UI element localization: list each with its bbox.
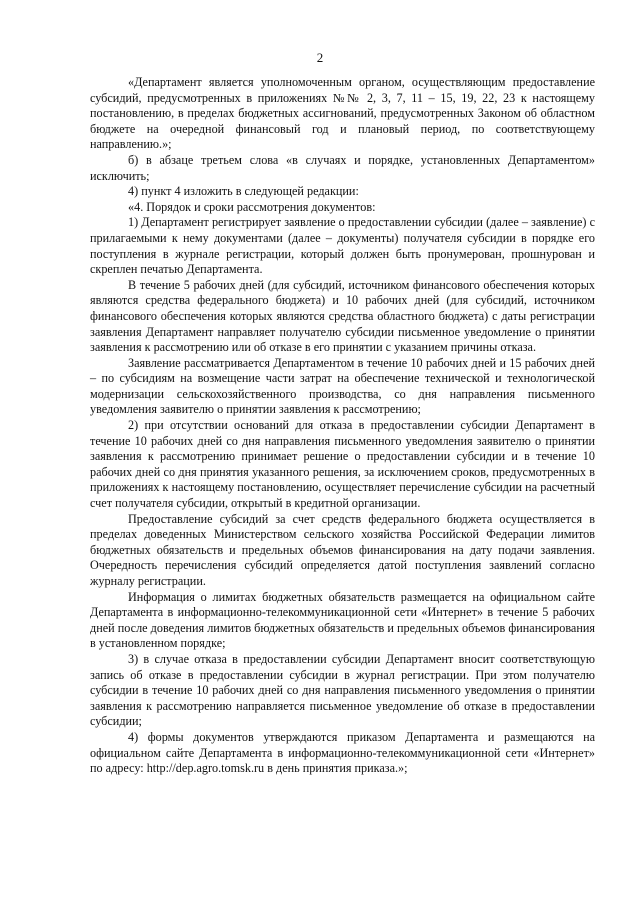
paragraph-section-4-heading: «4. Порядок и сроки рассмотрения документов: <box>128 199 376 214</box>
paragraph-item-2-decision: 2) при отсутствии оснований для отказа в предоставлении субсидии Департамент в течение 10 рабочих дней со дня направления письменного уведомления заявителю о принятии заявления к рассмотрению принимает решение о предоставлении субсидии и в течение 10 рабочих дней со дня принятия указанного решения, за исключением сроков, предусмотренных в приложениях к настоящему постановлению, осуществляет перечисление субсидии на расчетный счет получателя субсидии, открытый в кредитной организации. <box>90 418 595 511</box>
document-body <box>90 75 595 777</box>
paragraph-federal-budget: Предоставление субсидий за счет средств федерального бюджета осуществляется в пределах доведенных Министерством сельского хозяйства Российской Федерации лимитов бюджетных обязательств и предельных объемов финансирования на дату подачи заявления. Очередность перечисления субсидий определяется датой поступления заявлений согласно журналу регистрации. <box>90 511 595 588</box>
paragraph-item-4-forms: 4) формы документов утверждаются приказом Департамента и размещаются на официальном сайте Департамента в информационно-телекоммуникационной сети «Интернет» по адресу: http://dep.agro.tomsk.ru в день принятия приказа.»; <box>90 729 595 776</box>
paragraph-limits-info: Информация о лимитах бюджетных обязательств размещается на официальном сайте Департамента в информационно-телекоммуникационной сети «Интернет» в течение 5 рабочих дней после доведения лимитов бюджетных обязательств и предельных объемов финансирования в установленном порядке; <box>90 589 595 651</box>
paragraph-review-terms: Заявление рассматривается Департаментом в течение 10 рабочих дней и 15 рабочих дней – по субсидиям на возмещение части затрат на обеспечение технической и технологической модернизации сельскохозяйственного производства, со дня направления письменного уведомления заявителю о принятии заявления к рассмотрению; <box>90 355 595 417</box>
paragraph-notification-terms: В течение 5 рабочих дней (для субсидий, источником финансового обеспечения которых являются средства федерального бюджета) и 10 рабочих дней (для субсидий, источником финансового обеспечения которых являются средства областного бюджета) с даты регистрации заявления Департамент направляет получателю субсидии письменное уведомление о принятии заявления к рассмотрению или об отказе в его принятии с указанием причины отказа. <box>90 277 595 355</box>
paragraph-item-3-refusal: 3) в случае отказа в предоставлении субсидии Департамент вносит соответствующую запись об отказе в предоставлении субсидии в журнал регистрации. При этом получателю субсидии в течение 10 рабочих дней со дня направления письменного уведомления о принятии заявления к рассмотрению направляется письменное уведомление об отказе в предоставлении субсидии; <box>90 651 595 729</box>
page-number: 2 <box>316 50 324 65</box>
paragraph-item-1-registration: 1) Департамент регистрирует заявление о предоставлении субсидии (далее – заявление) с прилагаемыми к нему документами (далее – документы) получателя субсидии в порядке его поступления в журнале регистрации, который должен быть пронумерован, прошнурован и скреплен печатью Департамента. <box>90 215 595 277</box>
paragraph-point-4-intro: 4) пункт 4 изложить в следующей редакции: <box>128 184 359 199</box>
paragraph-amendment-b: б) в абзаце третьем слова «в случаях и порядке, установленных Департаментом» исключить; <box>90 152 595 183</box>
paragraph-department-authority: «Департамент является уполномоченным органом, осуществляющим предоставление субсидий, предусмотренных в приложениях №№ 2, 3, 7, 11 – 15, 19, 22, 23 к настоящему постановлению, в пределах бюджетных ассигнований, предусмотренных Законом об областном бюджете на очередной финансовый год и плановый период, по соответствующему направлению.»; <box>90 75 595 152</box>
